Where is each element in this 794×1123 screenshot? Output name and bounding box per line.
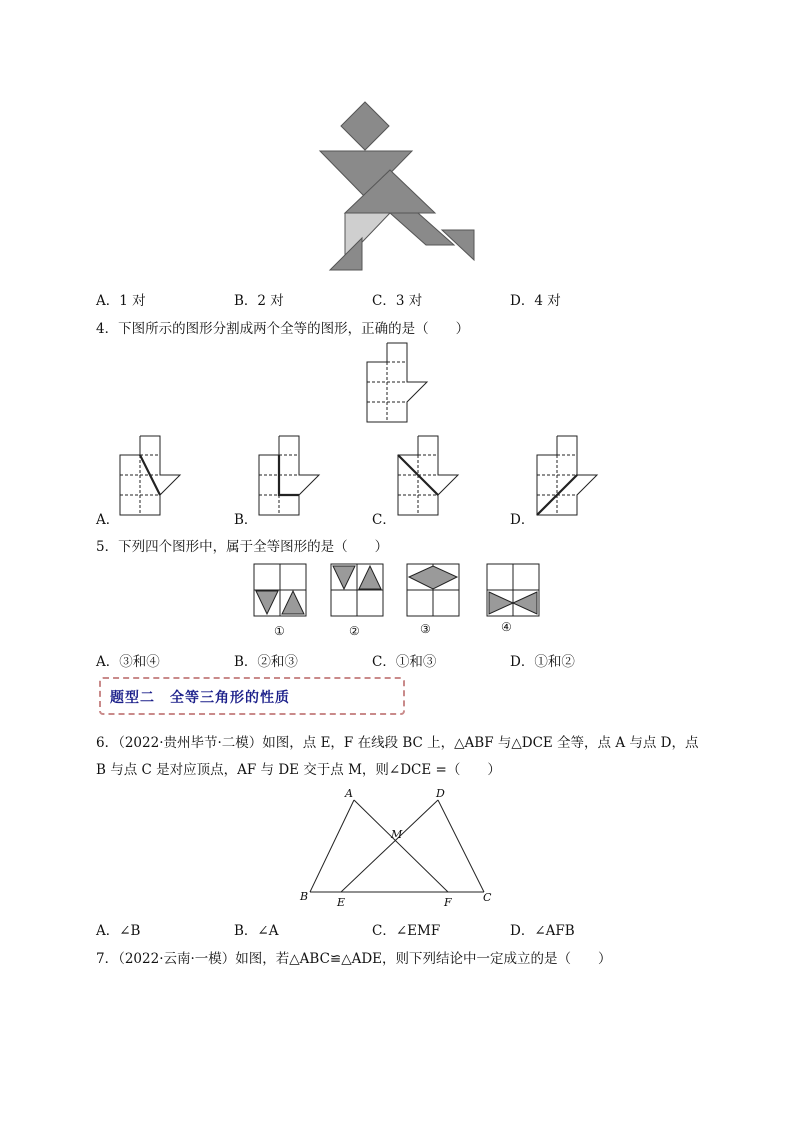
q3-option-a: A．1 对 <box>96 293 146 309</box>
q3-option-d: D．4 对 <box>510 293 561 309</box>
point-label-m: M <box>391 828 403 841</box>
q6-option-d: D．∠AFB <box>510 923 575 939</box>
q7-stem: 7．（2022·云南·一模）如图，若△ABC≌△ADE，则下列结论中一定成立的是（ ） <box>96 951 612 967</box>
q4-stem: 4．下图所示的图形分割成两个全等的图形，正确的是（ ） <box>96 321 470 337</box>
q5-figure-label-3: ③ <box>420 622 431 636</box>
q4-option-a-label: A． <box>96 512 120 528</box>
q6-stem-line-2: B 与点 C 是对应顶点，AF 与 DE 交于点 M，则∠DCE =（ ） <box>96 762 501 778</box>
q3-option-c: C．3 对 <box>372 293 423 309</box>
point-label-a: A <box>345 787 353 800</box>
section-heading: 题型二 全等三角形的性质 <box>110 690 290 706</box>
q4-option-d-label: D． <box>510 512 535 528</box>
q5-option-b: B．②和③ <box>234 654 298 670</box>
point-label-b: B <box>300 890 309 903</box>
q5-option-c: C．①和③ <box>372 654 437 670</box>
q5-option-a: A．③和④ <box>96 654 160 670</box>
q5-figure-label-4: ④ <box>501 620 512 634</box>
point-label-c: C <box>483 891 492 904</box>
q3-option-b: B．2 对 <box>234 293 284 309</box>
point-label-e: E <box>337 896 346 909</box>
q6-stem-line-1: 6．（2022·贵州毕节·二模）如图，点 E，F 在线段 BC 上，△ABF 与△DCE 全等，点 A 与点 D，点 <box>96 735 699 751</box>
q6-option-a: A．∠B <box>96 923 141 939</box>
q5-stem: 5．下列四个图形中，属于全等图形的是（ ） <box>96 539 389 555</box>
q6-option-c: C．∠EMF <box>372 923 441 939</box>
point-label-f: F <box>444 896 452 909</box>
q5-figure-label-2: ② <box>349 624 360 638</box>
q6-option-b: B．∠A <box>234 923 279 939</box>
point-label-d: D <box>436 787 445 800</box>
q4-option-b-label: B． <box>234 512 258 528</box>
q4-option-c-label: C． <box>372 512 396 528</box>
q5-option-d: D．①和② <box>510 654 575 670</box>
q5-figure-label-1: ① <box>274 624 285 638</box>
